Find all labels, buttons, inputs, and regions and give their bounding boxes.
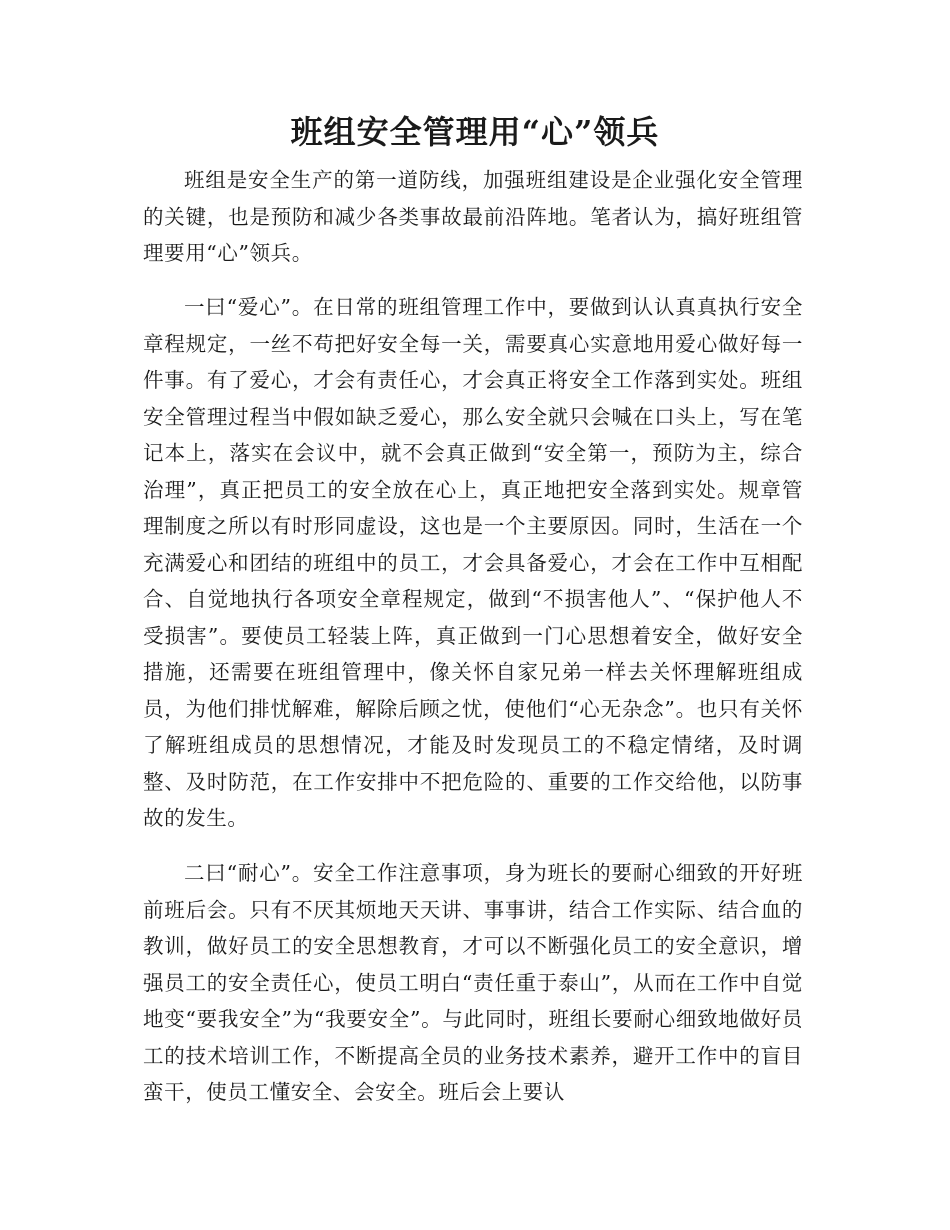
paragraph-patience: 二曰“耐心”。安全工作注意事项，身为班长的要耐心细致的开好班前班后会。只有不厌其烦地天天讲、事事讲，结合工作实际、结合血的教训，做好员工的安全思想教育，才可以不断强化员工的安全意识，增强员工的安全责任心，使员工明白“责任重于泰山”，从而在工作中自觉地变“要我安全”为“我要安全”。与此同时，班组长要耐心细致地做好员工的技术培训工作，不断提高全员的业务技术素养，避开工作中的盲目蛮干，使员工懂安全、会安全。班后会上要认 xyxy=(143,861,803,1104)
paragraph-love: 一曰“爱心”。在日常的班组管理工作中，要做到认认真真执行安全章程规定，一丝不苟把好安全每一关，需要真心实意地用爱心做好每一件事。有了爱心，才会有责任心，才会真正将安全工作落到实处。班组安全管理过程当中假如缺乏爱心，那么安全就只会喊在口头上，写在笔记本上，落实在会议中，就不会真正做到“安全第一，预防为主，综合治理”，真正把员工的安全放在心上，真正地把安全落到实处。规章管理制度之所以有时形同虚设，这也是一个主要原因。同时，生活在一个充满爱心和团结的班组中的员工，才会具备爱心，才会在工作中互相配合、自觉地执行各项安全章程规定，做到“不损害他人”、“保护他人不受损害”。要使员工轻装上阵，真正做到一门心思想着安全，做好安全措施，还需要在班组管理中，像关怀自家兄弟一样去关怀理解班组成员，为他们排忧解难，解除后顾之忧，使他们“心无杂念”。也只有关怀了解班组成员的思想情况，才能及时发现员工的不稳定情绪，及时调整、及时防范，在工作安排中不把危险的、重要的工作交给他，以防事故的发生。 xyxy=(143,295,803,830)
document-title: 班组安全管理用“心”领兵 xyxy=(290,113,660,151)
paragraph-intro: 班组是安全生产的第一道防线，加强班组建设是企业强化安全管理的关键，也是预防和减少各类事故最前沿阵地。笔者认为，搞好班组管理要用“心”领兵。 xyxy=(143,168,803,265)
